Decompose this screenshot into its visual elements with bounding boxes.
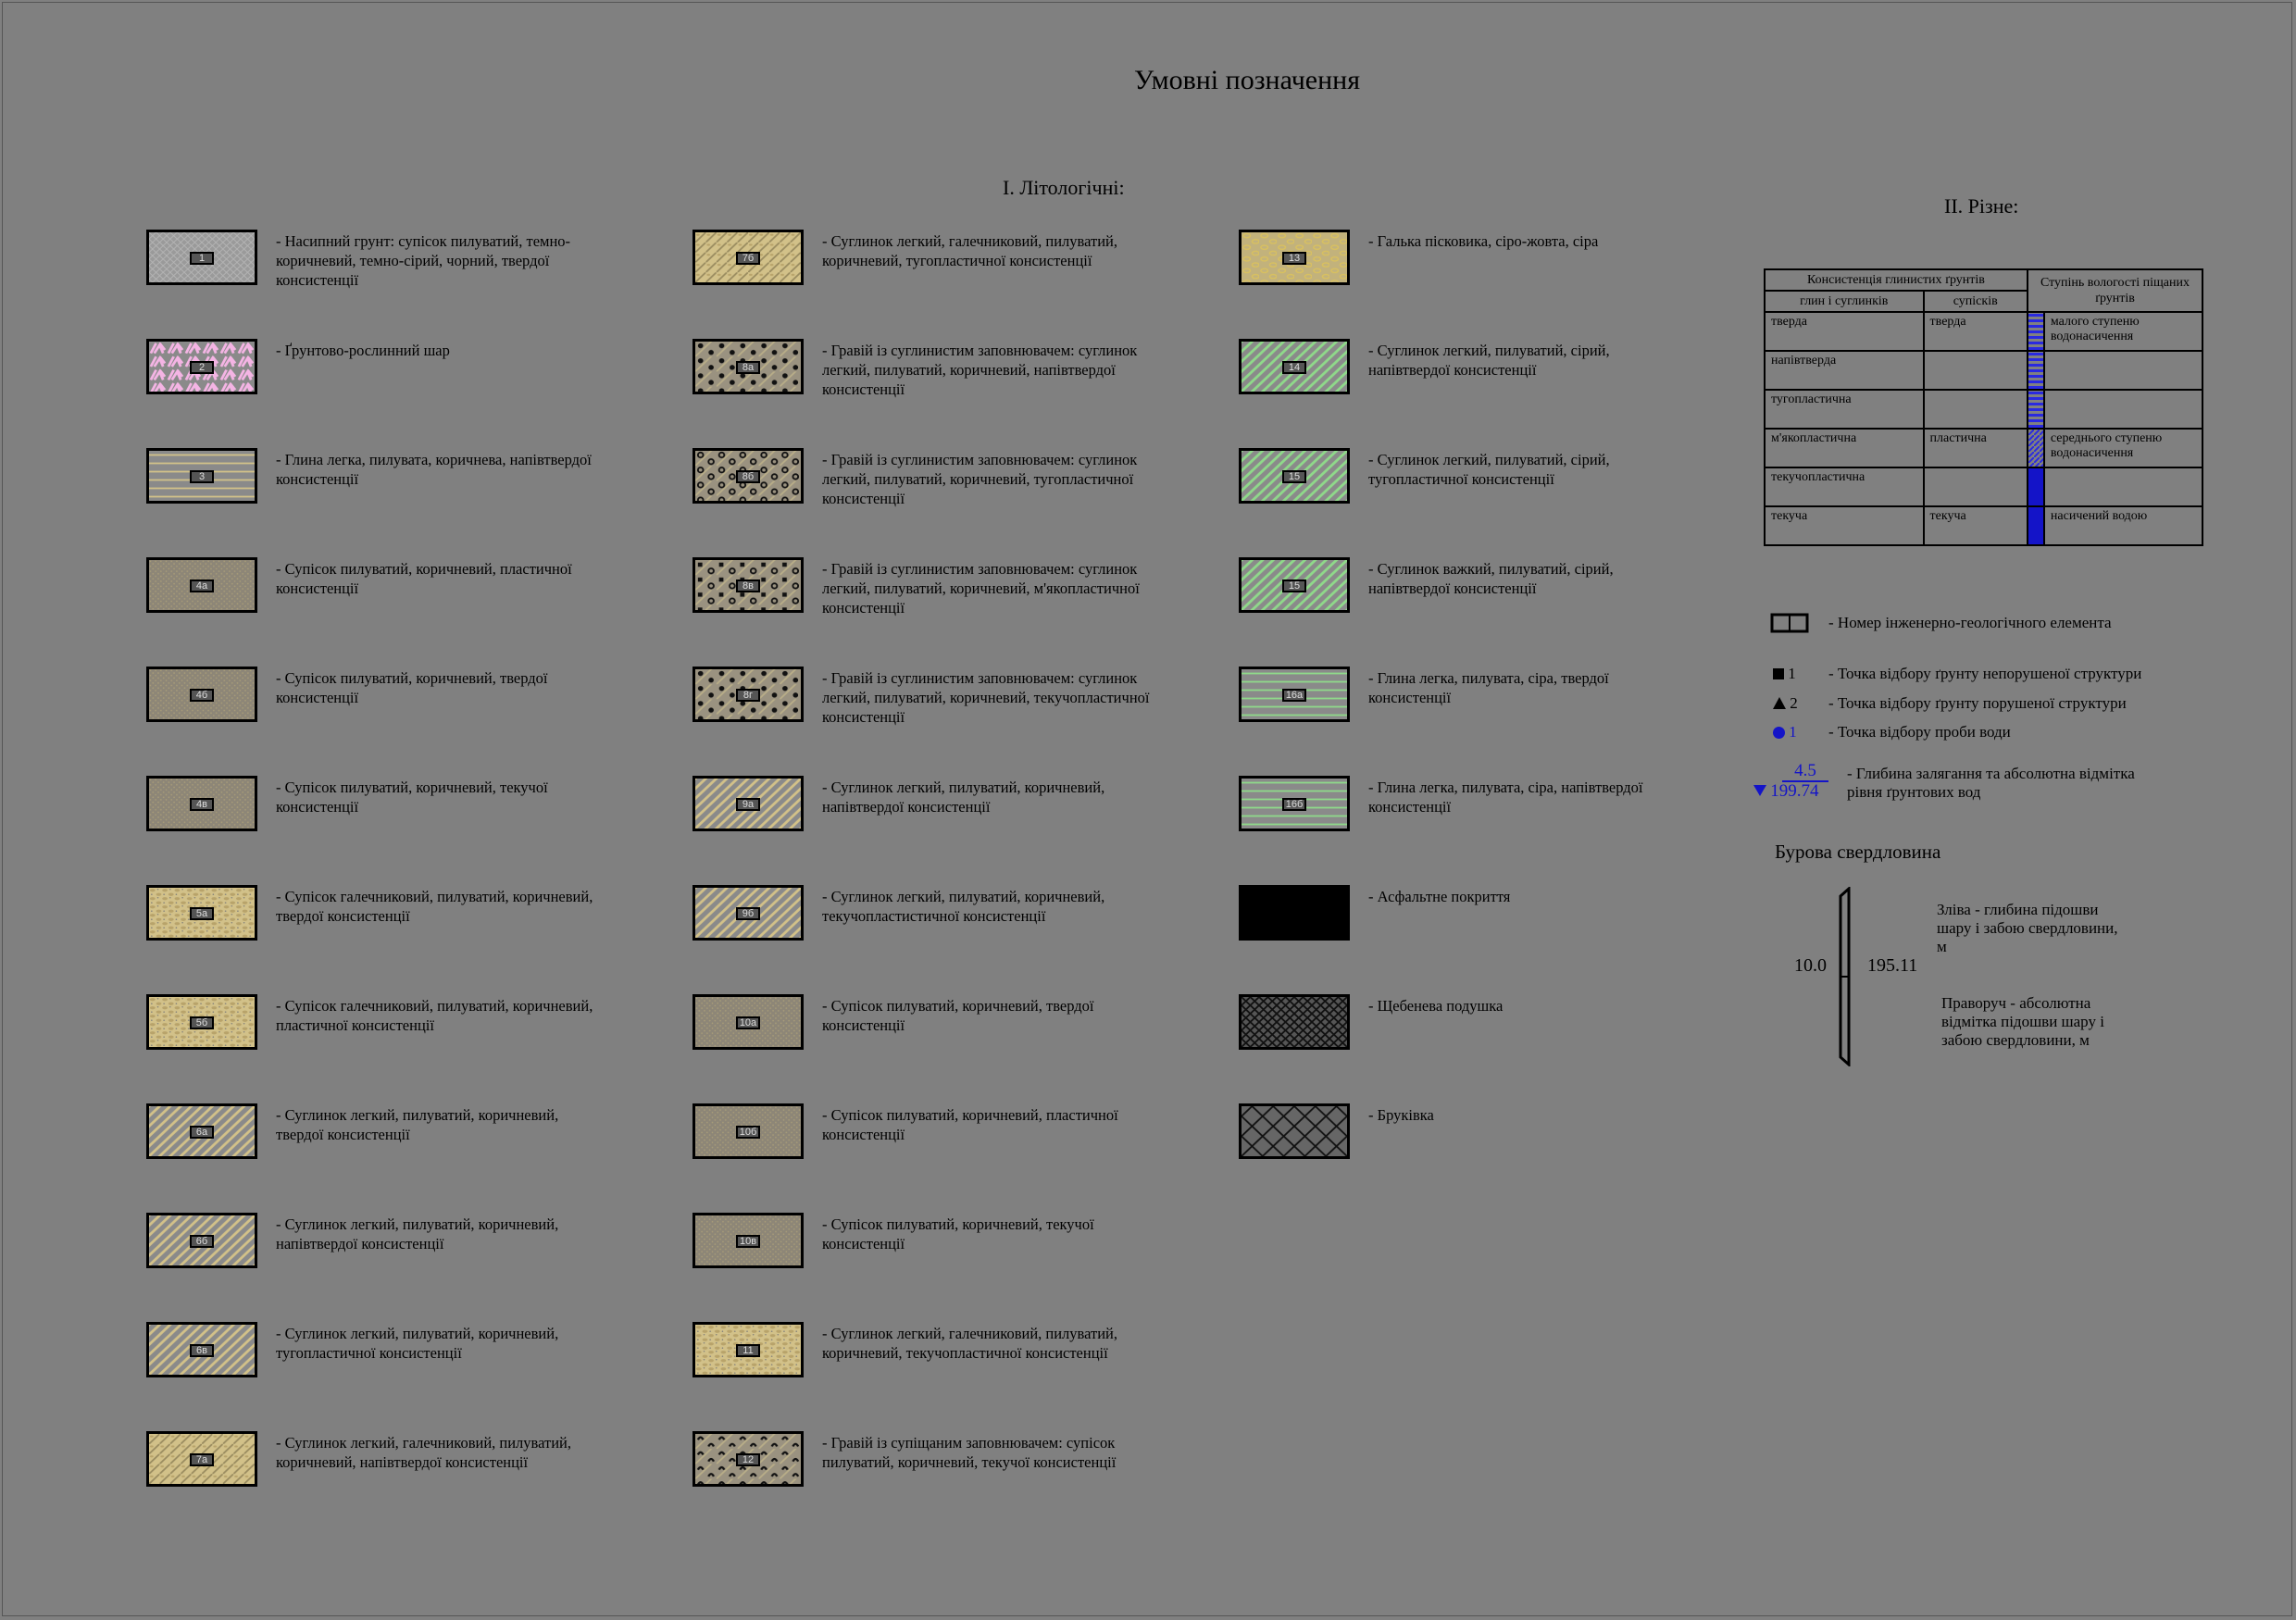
ige-code: 7б [736, 252, 760, 265]
table-subhead-sandy: супісків [1924, 291, 2028, 312]
lithology-swatch [1239, 230, 1350, 285]
lithology-entry [1239, 1103, 1785, 1178]
lithology-swatch [146, 339, 257, 394]
page-title: Умовні позначення [1134, 65, 1361, 95]
ige-code: 10в [736, 1235, 760, 1248]
lithology-entry [146, 885, 693, 959]
table-cell-sandy [1924, 390, 2028, 429]
lithology-description: - Гравій із суглинистим заповнювачем: суглинок легкий, пилуватий, коричневий, тугопластичної консистенції [822, 451, 1138, 507]
table-row [1765, 429, 2202, 467]
lithology-swatch [693, 1103, 804, 1159]
ige-label: - Номер інженерно-геологічного елемента [1828, 614, 2112, 631]
sample-disturbed-marker [1773, 694, 1798, 713]
lithology-swatch [146, 448, 257, 504]
table-head-consistency: Консистенція глинистих ґрунтів [1765, 269, 2028, 291]
sample-undisturbed-label: - Точка відбору ґрунту непорушеної структури [1828, 665, 2142, 682]
ige-code: 16б [1282, 798, 1306, 811]
lithology-description: - Асфальтне покриття [1368, 888, 1511, 905]
lithology-swatch [146, 994, 257, 1050]
ige-code: 4в [190, 798, 214, 811]
lithology-description: - Суглинок легкий, пилуватий, коричневий, текучопластистичної консистенції [822, 888, 1105, 925]
section-lithology-title: І. Літологічні: [1003, 176, 1125, 199]
lithology-entry [146, 557, 693, 631]
table-cell-sandy: тверда [1924, 312, 2028, 351]
sample-undisturbed-marker [1773, 665, 1796, 683]
lithology-swatch [693, 776, 804, 831]
table-cell-clay: м'якопластична [1765, 429, 1924, 467]
ige-code: 4б [190, 689, 214, 702]
lithology-entry [693, 776, 1239, 850]
lithology-description: - Супісок пилуватий, коричневий, текучої консистенції [822, 1215, 1094, 1252]
ige-code: 11 [736, 1344, 760, 1357]
lithology-description: - Супісок галечниковий, пилуватий, коричневий, пластичної консистенції [276, 997, 593, 1034]
lithology-swatch [146, 885, 257, 941]
table-cell-moisture: насичений водою [2044, 506, 2202, 545]
lithology-swatch [693, 667, 804, 722]
lithology-swatch [693, 1431, 804, 1487]
ige-code: 10б [736, 1126, 760, 1139]
lithology-entry [693, 667, 1239, 741]
lithology-description: - Суглинок легкий, пилуватий, коричневий, твердої консистенції [276, 1106, 559, 1143]
lithology-description: - Супісок пилуватий, коричневий, пластичної консистенції [822, 1106, 1118, 1143]
ige-code: 7а [190, 1453, 214, 1466]
lithology-description: - Глина легка, пилувата, коричнева, напівтвердої консистенції [276, 451, 592, 488]
table-cell-moisture [2044, 390, 2202, 429]
ige-code: 9б [736, 907, 760, 920]
consistency-table [1764, 268, 2203, 546]
lithology-description: - Гравій із суглинистим заповнювачем: суглинок легкий, пилуватий, коричневий, м'якопластичної консистенції [822, 560, 1140, 617]
lithology-description: - Суглинок легкий, пилуватий, сірий, напівтвердої консистенції [1368, 342, 1610, 379]
well-title: Бурова свердловина [1775, 841, 1941, 863]
lithology-description: - Суглинок легкий, пилуватий, коричневий, тугопластичної консистенції [276, 1325, 559, 1362]
moisture-bar [2028, 390, 2044, 429]
lithology-entry [146, 230, 693, 304]
lithology-description: - Суглинок легкий, пилуватий, сірий, тугопластичної консистенції [1368, 451, 1610, 488]
moisture-bar [2028, 351, 2044, 390]
lithology-entry [146, 1322, 693, 1396]
lithology-swatch [693, 448, 804, 504]
ige-code: 9а [736, 798, 760, 811]
moisture-bar [2028, 467, 2044, 506]
borehole-icon [1838, 887, 1860, 1066]
table-head-moisture: Ступінь вологості піщаних ґрунтів [2028, 269, 2202, 312]
water-sample-marker [1773, 723, 1797, 741]
table-cell-moisture [2044, 351, 2202, 390]
section-misc-title: ІІ. Різне: [1944, 194, 2019, 218]
lithology-description: - Супісок пилуватий, коричневий, пластичної консистенції [276, 560, 572, 597]
lithology-swatch [1239, 885, 1350, 941]
lithology-swatch [146, 557, 257, 613]
lithology-description: - Бруківка [1368, 1106, 1434, 1124]
triangle-marker-icon [1773, 697, 1786, 709]
ige-code: 12 [736, 1453, 760, 1466]
table-subhead-clay: глин і суглинків [1765, 291, 1924, 312]
lithology-entry [693, 230, 1239, 304]
lithology-entry [693, 1103, 1239, 1178]
lithology-entry [1239, 667, 1785, 741]
lithology-entry [693, 339, 1239, 413]
ige-code: 13 [1282, 252, 1306, 265]
lithology-entry [146, 667, 693, 741]
table-row [1765, 312, 2202, 351]
lithology-swatch [1239, 448, 1350, 504]
table-row [1765, 506, 2202, 545]
lithology-entry [1239, 230, 1785, 304]
lithology-swatch [693, 1322, 804, 1377]
ige-code: 10а [736, 1016, 760, 1029]
lithology-entry [146, 776, 693, 850]
lithology-description: - Суглинок легкий, галечниковий, пилуватий, коричневий, текучопластичної консистенції [822, 1325, 1118, 1362]
lithology-description: - Гравій із суглинистим заповнювачем: суглинок легкий, пилуватий, коричневий, текучопластичної консистенції [822, 669, 1150, 726]
lithology-swatch [146, 1213, 257, 1268]
water-sample-label: - Точка відбору проби води [1828, 723, 2011, 741]
ige-code: 16а [1282, 689, 1306, 702]
lithology-description: - Супісок галечниковий, пилуватий, коричневий, твердої консистенції [276, 888, 593, 925]
lithology-swatch [1239, 667, 1350, 722]
lithology-description: - Супісок пилуватий, коричневий, твердої консистенції [822, 997, 1094, 1034]
lithology-entry [693, 1213, 1239, 1287]
table-cell-clay: тугопластична [1765, 390, 1924, 429]
table-cell-clay: текуча [1765, 506, 1924, 545]
lithology-entry [693, 885, 1239, 959]
table-row [1765, 351, 2202, 390]
ige-code: 8г [736, 689, 760, 702]
lithology-description: - Суглинок легкий, пилуватий, коричневий, напівтвердої консистенції [822, 779, 1105, 816]
lithology-swatch [693, 230, 804, 285]
moisture-bar [2028, 506, 2044, 545]
lithology-entry [146, 994, 693, 1068]
lithology-swatch [693, 994, 804, 1050]
table-cell-moisture [2044, 467, 2202, 506]
lithology-description: - Суглинок легкий, галечниковий, пилуватий, коричневий, напівтвердої консистенції [276, 1434, 572, 1471]
lithology-swatch [693, 339, 804, 394]
lithology-description: - Насипний грунт: супісок пилуватий, темно-коричневий, темно-сірий, чорний, твердої консистенції [276, 232, 571, 289]
lithology-swatch [1239, 339, 1350, 394]
lithology-description: - Гравій із супіщаним заповнювачем: супісок пилуватий, коричневий, текучої консистенції [822, 1434, 1117, 1471]
lithology-entry [146, 448, 693, 522]
lithology-description: - Глина легка, пилувата, сіра, твердої консистенції [1368, 669, 1609, 706]
table-cell-clay: текучопластична [1765, 467, 1924, 506]
lithology-entry [693, 1322, 1239, 1396]
lithology-swatch [146, 667, 257, 722]
ige-code: 3 [190, 470, 214, 483]
circle-marker-icon [1773, 727, 1785, 739]
lithology-description: - Суглинок важкий, пилуватий, сірий, напівтвердої консистенції [1368, 560, 1614, 597]
lithology-description: - Галька пісковика, сіро-жовта, сіра [1368, 232, 1599, 250]
ige-code: 5а [190, 907, 214, 920]
lithology-entry [693, 448, 1239, 522]
well-depth-value: 10.0 [1794, 955, 1827, 976]
lithology-description: - Ґрунтово-рослинний шар [276, 342, 450, 359]
ige-code: 8в [736, 579, 760, 592]
table-cell-sandy [1924, 467, 2028, 506]
ige-code: 4а [190, 579, 214, 592]
lithology-entry [1239, 557, 1785, 631]
well-elevation-value: 195.11 [1867, 955, 1918, 976]
lithology-swatch [693, 1213, 804, 1268]
lithology-swatch [1239, 776, 1350, 831]
lithology-swatch [693, 885, 804, 941]
table-cell-sandy [1924, 351, 2028, 390]
lithology-swatch [146, 1431, 257, 1487]
lithology-swatch [1239, 1103, 1350, 1159]
lithology-entry [146, 1103, 693, 1178]
lithology-swatch [146, 1322, 257, 1377]
water-sample-number: 1 [1789, 723, 1797, 741]
square-marker-icon [1773, 668, 1784, 679]
ige-code: 5б [190, 1016, 214, 1029]
table-cell-moisture: малого ступеню водонасичення [2044, 312, 2202, 351]
lithology-entry [1239, 776, 1785, 850]
lithology-entry [1239, 994, 1785, 1068]
table-row [1765, 390, 2202, 429]
lithology-description: - Суглинок легкий, пилуватий, коричневий, напівтвердої консистенції [276, 1215, 559, 1252]
ige-code: 6в [190, 1344, 214, 1357]
moisture-bar [2028, 429, 2044, 467]
ige-code: 14 [1282, 361, 1306, 374]
ige-code: 15 [1282, 579, 1306, 592]
lithology-swatch [146, 776, 257, 831]
table-cell-moisture: середнього ступеню водонасичення [2044, 429, 2202, 467]
lithology-swatch [1239, 557, 1350, 613]
ige-code: 2 [190, 361, 214, 374]
ige-code: 1 [190, 252, 214, 265]
lithology-description: - Супісок пилуватий, коричневий, твердої консистенції [276, 669, 548, 706]
sample-disturbed-label: - Точка відбору ґрунту порушеної структури [1828, 694, 2127, 712]
ige-code: 8б [736, 470, 760, 483]
lithology-description: - Суглинок легкий, галечниковий, пилуватий, коричневий, тугопластичної консистенції [822, 232, 1118, 269]
ige-code: 6а [190, 1126, 214, 1139]
lithology-entry [146, 1213, 693, 1287]
sample-disturbed-number: 2 [1790, 694, 1798, 712]
lithology-entry [146, 1431, 693, 1505]
lithology-swatch [146, 230, 257, 285]
moisture-bar [2028, 312, 2044, 351]
lithology-description: - Гравій із суглинистим заповнювачем: суглинок легкий, пилуватий, коричневий, напівтвердої консистенції [822, 342, 1138, 398]
table-cell-sandy: текуча [1924, 506, 2028, 545]
lithology-description: - Супісок пилуватий, коричневий, текучої консистенції [276, 779, 548, 816]
well-right-desc: Праворуч - абсолютна відмітка підошви шару і забою свердловини, м [1941, 994, 2104, 1049]
lithology-swatch [1239, 994, 1350, 1050]
lithology-entry [693, 994, 1239, 1068]
lithology-swatch [693, 557, 804, 613]
table-cell-sandy: пластична [1924, 429, 2028, 467]
lithology-entry [1239, 448, 1785, 522]
sample-undisturbed-number: 1 [1788, 665, 1796, 682]
lithology-entry [693, 557, 1239, 631]
groundwater-label: - Глибина залягання та абсолютна відмітка рівня ґрунтових вод [1847, 765, 2135, 801]
lithology-entry [693, 1431, 1239, 1505]
ige-code: 8а [736, 361, 760, 374]
lithology-entry [1239, 885, 1785, 959]
lithology-swatch [146, 1103, 257, 1159]
groundwater-depth: 4.5 [1782, 762, 1828, 782]
table-cell-clay: тверда [1765, 312, 1924, 351]
water-level-icon [1753, 785, 1766, 796]
lithology-description: - Глина легка, пилувата, сіра, напівтвердої консистенції [1368, 779, 1643, 816]
ige-code: 15 [1282, 470, 1306, 483]
table-row [1765, 467, 2202, 506]
ige-symbol [1770, 613, 1809, 638]
lithology-entry [1239, 339, 1785, 413]
table-cell-clay: напівтверда [1765, 351, 1924, 390]
groundwater-elevation: 199.74 [1770, 781, 1819, 801]
well-left-desc: Зліва - глибина підошви шару і забою свердловини, м [1937, 901, 2118, 955]
groundwater-symbol [1770, 761, 1828, 801]
ige-code: 6б [190, 1235, 214, 1248]
lithology-description: - Щебенева подушка [1368, 997, 1504, 1015]
lithology-entry [146, 339, 693, 413]
